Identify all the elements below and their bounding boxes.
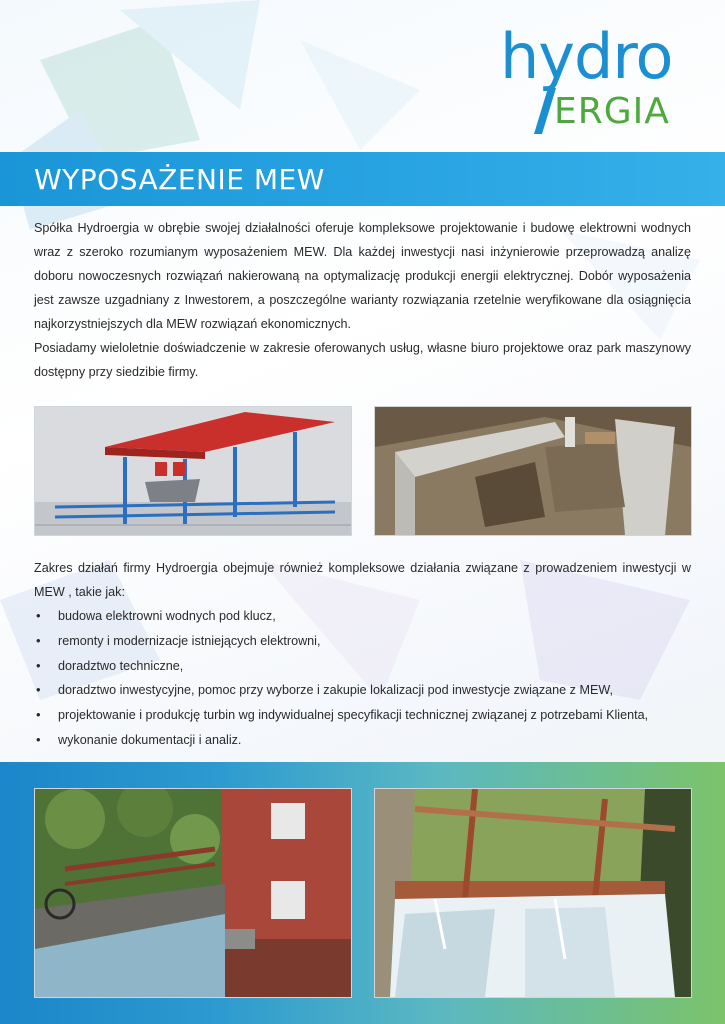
- list-item: [34, 678, 691, 703]
- list-item-text: budowa elektrowni wodnych pod klucz,: [58, 609, 276, 623]
- hydroergia-logo: [500, 20, 700, 136]
- title-banner: [0, 152, 725, 206]
- bullet-icon: •: [36, 657, 41, 673]
- photo-brick-mill: [34, 788, 352, 998]
- intro-paragraph-2: Posiadamy wieloletnie doświadczenie w zakresie oferowanych usług, własne biuro projektowe oraz park maszynowy dostępny przy siedzibie firmy.: [34, 341, 691, 379]
- list-item-text: wykonanie dokumentacji i analiz.: [58, 732, 242, 747]
- list-item: [34, 654, 691, 679]
- bullet-icon: •: [36, 632, 41, 648]
- list-item: [34, 629, 691, 654]
- page-title: WYPOSAŻENIE MEW: [34, 163, 325, 196]
- list-item: [34, 703, 691, 728]
- list-item: [34, 604, 691, 629]
- scope-lead: Zakres działań firmy Hydroergia obejmuje również kompleksowe działania związane z prowadzeniem inwestycji w MEW , takie jak:: [34, 561, 691, 599]
- intro-section: [34, 216, 691, 384]
- logo-slash-mark: [534, 88, 556, 134]
- photo-concrete-channel: [374, 406, 692, 536]
- scope-section: [34, 556, 691, 753]
- bullet-icon: •: [36, 707, 41, 723]
- list-item-text: doradztwo techniczne,: [58, 658, 184, 673]
- intro-paragraph-1: Spółka Hydroergia w obrębie swojej działalności oferuje kompleksowe projektowanie i budowę elektrowni wodnych wraz z szeroko rozumianym wyposażeniem MEW. Dla każdej inwestycji nasi inżynierowie przeprowadzą analizę doboru nowoczesnych rozwiązań nakierowaną na optymalizację produkcji energii elektrycznej. Dobór wyposażenia jest zawsze uzgadniany z Inwestorem, a poszczególne warianty rozwiązania rzetelnie weryfikowane dla osiągnięcia najkorzystniejszych dla MEW rozwiązań ekonomicznych.: [34, 221, 691, 331]
- list-item-text: doradztwo inwestycyjne, pomoc przy wyborze i zakupie lokalizacji pod inwestycje związane z MEW,: [58, 683, 614, 698]
- bullet-icon: •: [36, 682, 41, 698]
- bullet-icon: •: [36, 731, 41, 747]
- photo-water-gate: [374, 788, 692, 998]
- photo-3d-intake-render: [34, 406, 352, 536]
- logo-hydro-text: hydro: [500, 20, 673, 93]
- list-item-text: remonty i modernizacje istniejących elektrowni,: [58, 633, 321, 648]
- scope-list: [34, 604, 691, 753]
- list-item: [34, 728, 691, 753]
- bullet-icon: •: [36, 608, 41, 623]
- list-item-text: projektowanie i produkcję turbin wg indywidualnej specyfikacji technicznej związanej z potrzebami Klienta,: [58, 708, 649, 723]
- logo-ergia-text: ERGIA: [554, 91, 670, 132]
